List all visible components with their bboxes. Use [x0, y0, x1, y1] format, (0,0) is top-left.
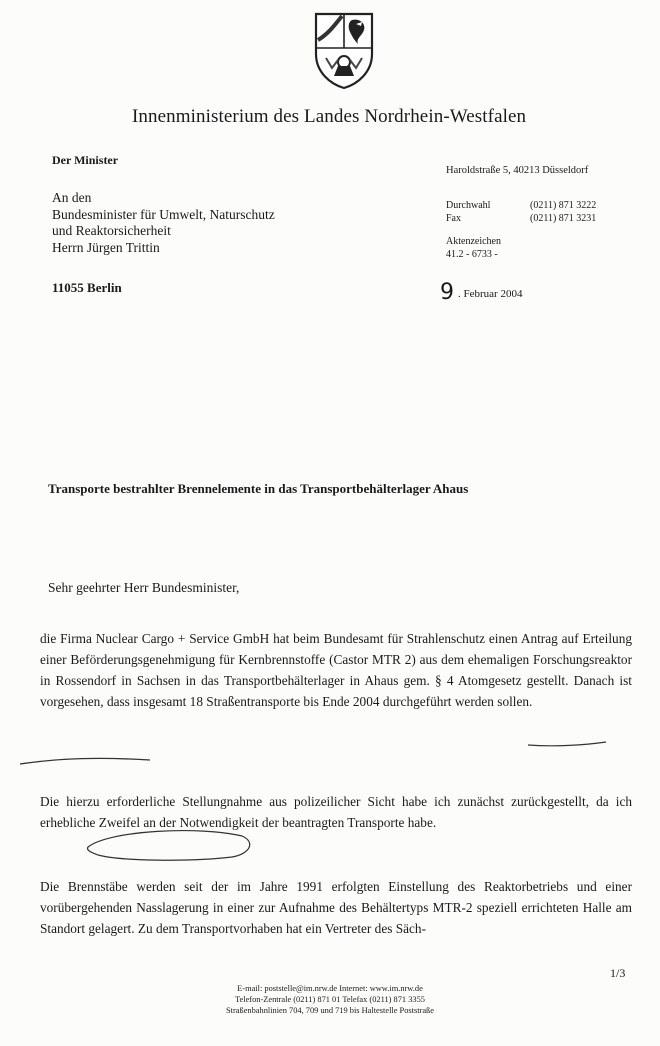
reference-label: Aktenzeichen [446, 236, 501, 247]
fax-label: Fax [446, 213, 461, 224]
footer-line: E-mail: poststelle@im.nrw.de Internet: www.im.nrw.de [237, 984, 423, 993]
letter-subject: Transporte bestrahlter Brennelemente in das Transportbehälterlager Ahaus [48, 481, 469, 496]
date-month-year: . Februar 2004 [458, 288, 523, 300]
recipient-address [52, 190, 275, 256]
salutation: Sehr geehrter Herr Bundesminister, [48, 580, 240, 595]
ministry-name: Innenministerium des Landes Nordrhein-Westfalen [132, 106, 527, 127]
phone-row [446, 199, 596, 212]
fax-number: (0211) 871 3231 [530, 213, 597, 224]
contact-block [446, 199, 596, 225]
sender-address: Haroldstraße 5, 40213 Düsseldorf [446, 165, 589, 176]
body-paragraph: Die Brennstäbe werden seit der im Jahre 1991 erfolgten Einstellung des Reaktorbetriebs und einer vorübergehenden Nasslagerung in einer zur Aufnahme des Behältertyps MTR-2 speziell errichteten Halle am Standort gelagert. Zu dem Transportvorhaben hat ein Vertreter des Säch- [40, 879, 632, 936]
footer-line: Straßenbahnlinien 704, 709 und 719 bis Haltestelle Poststraße [226, 1006, 434, 1015]
recipient-city: 11055 Berlin [52, 280, 122, 295]
recipient-line: Bundesminister für Umwelt, Naturschutz [52, 206, 275, 222]
letter-date [440, 280, 522, 305]
page-number: 1/3 [610, 966, 626, 980]
body-paragraph: Die hierzu erforderliche Stellungnahme aus polizeilicher Sicht habe ich zunächst zurückgestellt, da ich erhebliche Zweifel an der Notwendigkeit der beantragten Transporte habe. [40, 794, 632, 830]
date-day-handwritten: 9 [440, 280, 454, 305]
body-paragraph: die Firma Nuclear Cargo + Service GmbH hat beim Bundesamt für Strahlenschutz einen Antrag auf Erteilung einer Beförderungsgenehmigung für Kernbrennstoffe (Castor MTR 2) aus dem ehemaligen Forschungsreaktor in Rossendorf in Sachsen in das Transportbehälterlager in Ahaus gem. § 4 Atomgesetz gestellt. Danach ist vorgesehen, dass insgesamt 18 Straßentransporte bis Ende 2004 durchgeführt werden sollen. [40, 631, 632, 709]
reference-number: 41.2 - 6733 - [446, 249, 498, 260]
handwritten-underline [20, 758, 150, 764]
recipient-line: An den [52, 190, 92, 205]
recipient-line: Herrn Jürgen Trittin [52, 239, 160, 255]
reference-block [446, 235, 501, 261]
sender-role: Der Minister [52, 153, 119, 167]
letter-footer [0, 983, 660, 1016]
recipient-line: und Reaktorsicherheit [52, 223, 171, 238]
fax-row [446, 212, 596, 225]
handwritten-circle [87, 831, 249, 861]
phone-label: Durchwahl [446, 200, 491, 211]
handwritten-underline [528, 742, 606, 746]
coat-of-arms-logo [312, 10, 376, 90]
phone-number: (0211) 871 3222 [530, 200, 597, 211]
footer-line: Telefon-Zentrale (0211) 871 01 Telefax (0211) 871 3355 [235, 995, 425, 1004]
